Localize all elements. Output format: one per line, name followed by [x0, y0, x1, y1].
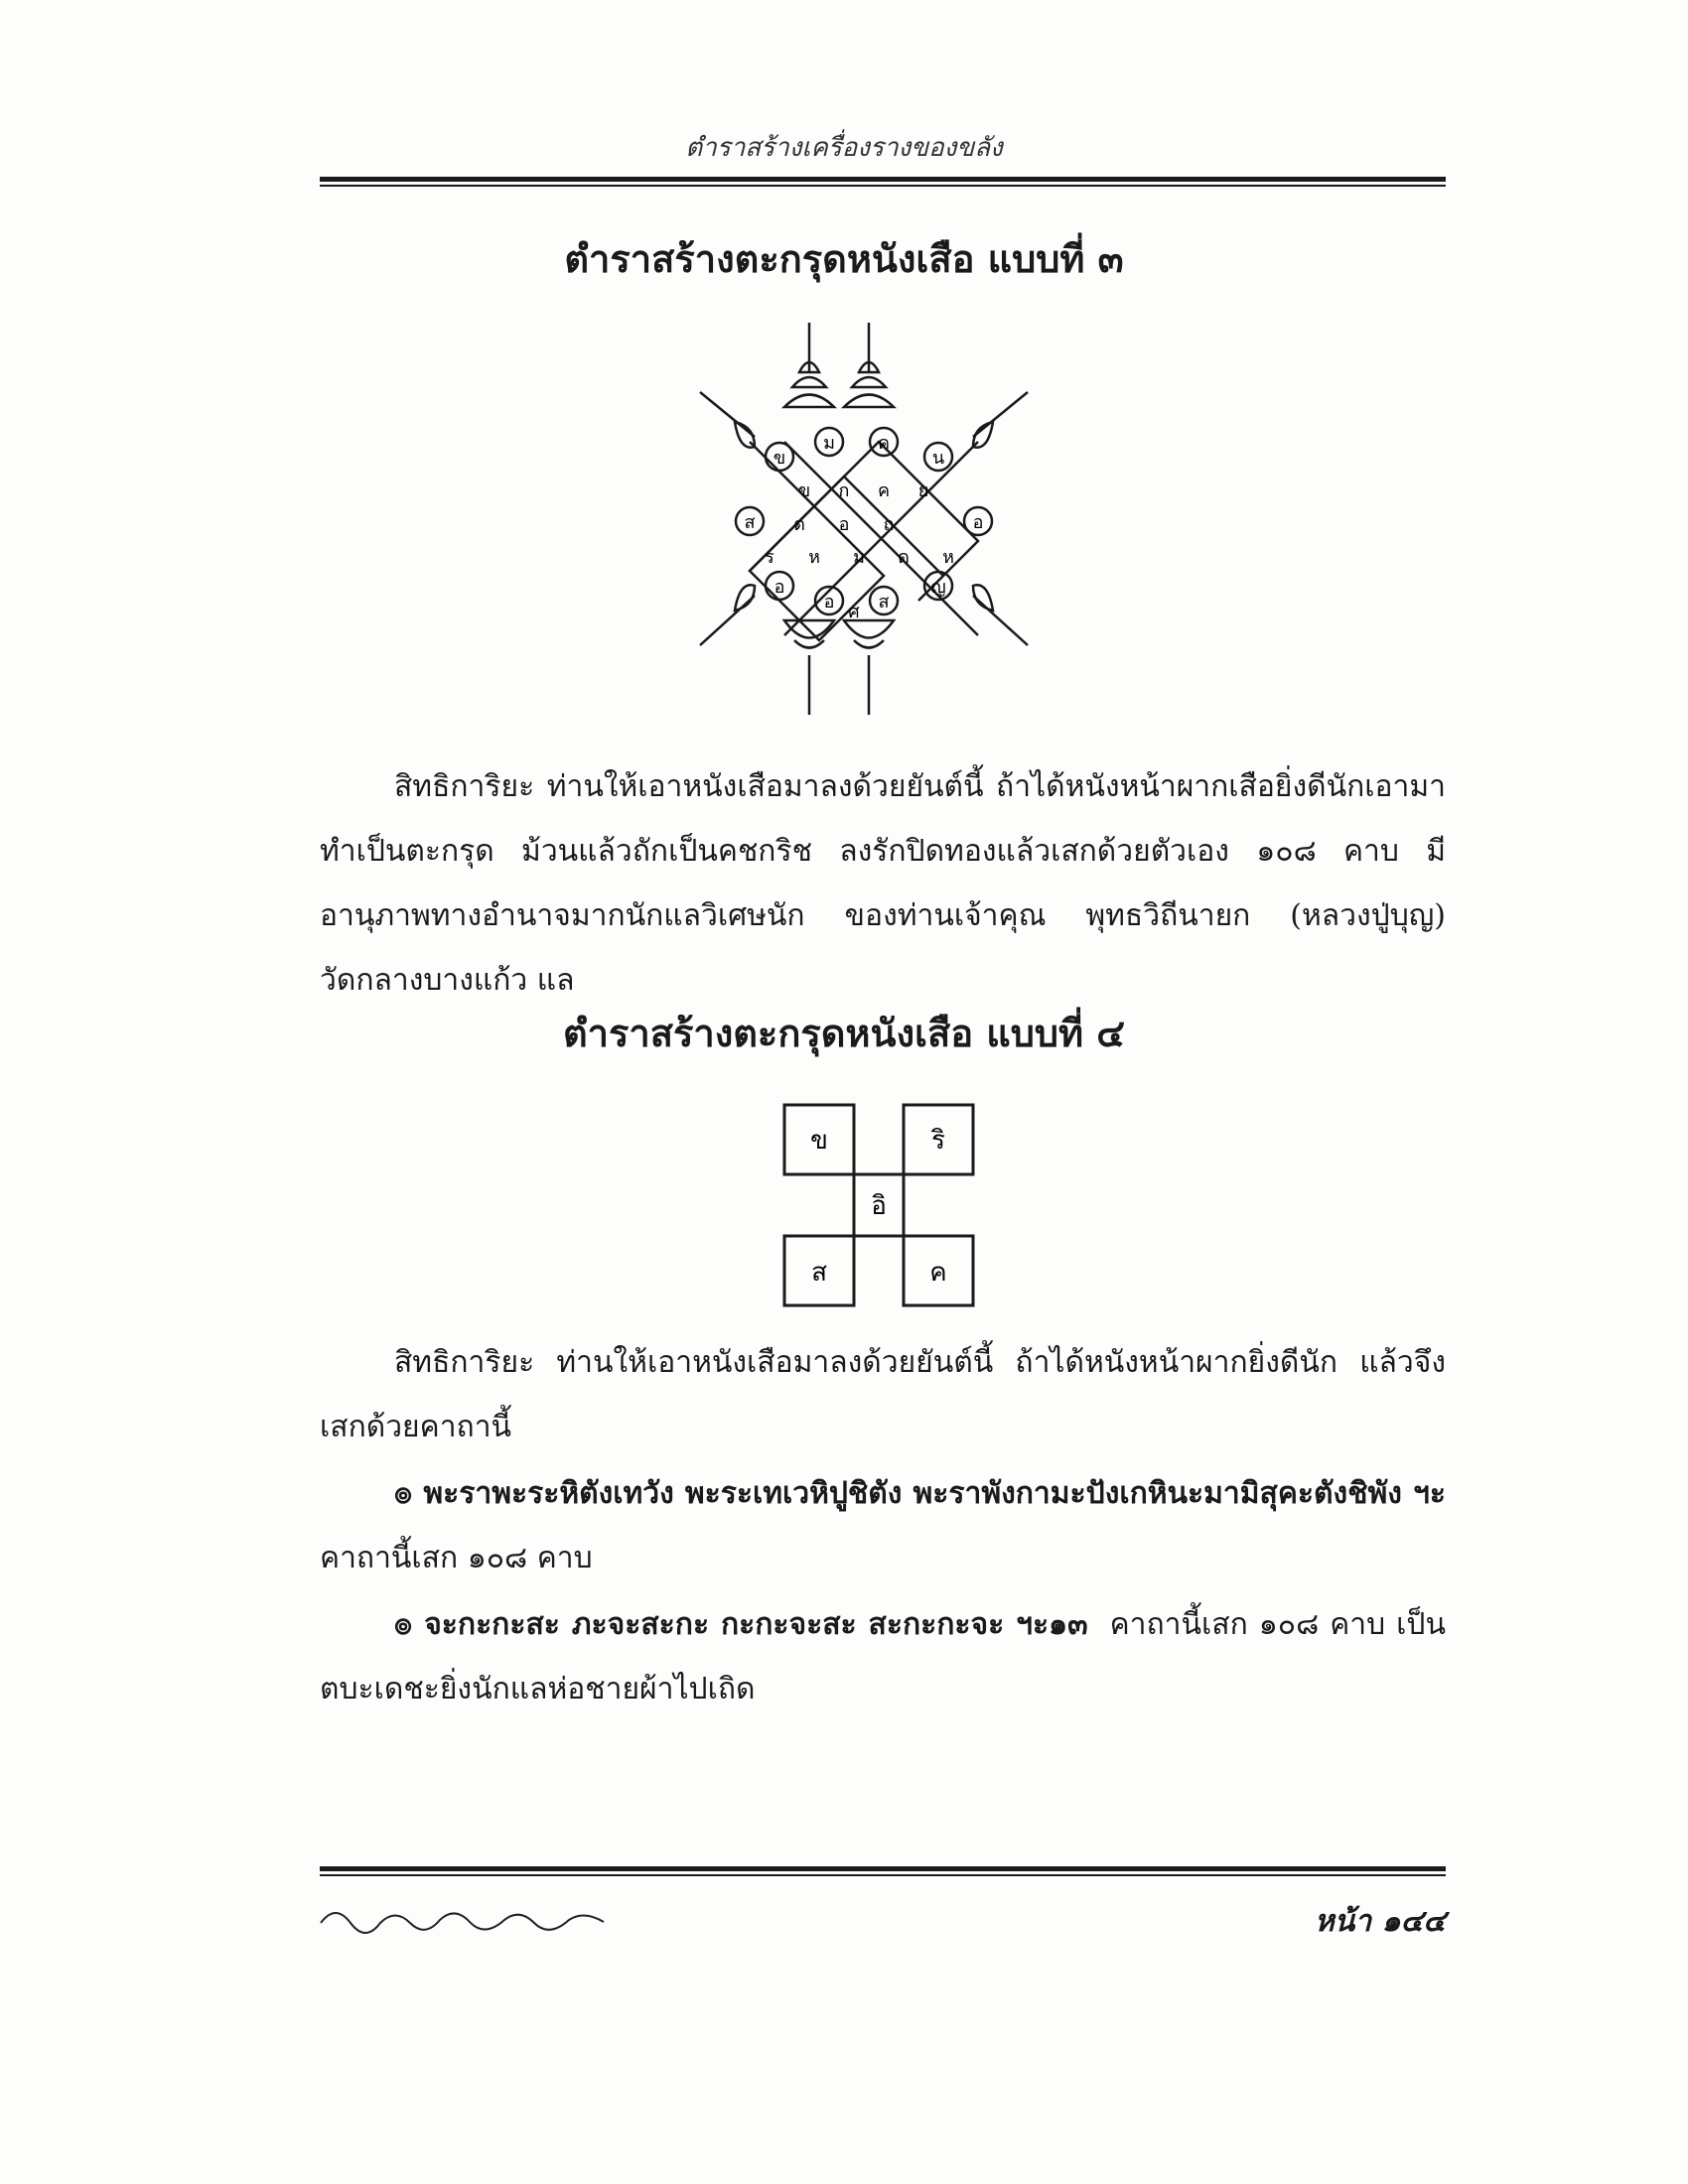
yantra-letter: อ [972, 512, 984, 533]
tiger-yantra-grid-figure [774, 1097, 983, 1315]
yantra-letter: ญ [930, 577, 946, 598]
yantra-letter: ส [744, 512, 756, 533]
yantra-letter: ห [942, 547, 954, 568]
yantra-letter: ร [765, 547, 774, 568]
yantra-letter: ม [853, 547, 865, 568]
yantra-letter: น [931, 448, 945, 469]
yantra-letter: ด [898, 547, 910, 568]
grid-letter-br: ค [929, 1258, 947, 1288]
yantra-letter: ถ [883, 514, 895, 535]
mantra-2 [320, 1592, 1446, 1721]
handwritten-signature [316, 1898, 614, 1938]
mantra-2-text: ๏ จะกะกะสะ ภะจะสะกะ กะกะจะสะ สะกะกะจะ ฯะ๑๓ [394, 1607, 1088, 1642]
mantra-1 [320, 1461, 1446, 1590]
yantra-letter: ส [878, 592, 890, 613]
yantra-letter: ม [823, 433, 835, 454]
yantra-letter: อ [823, 592, 835, 613]
section3-paragraph-text: สิทธิการิยะ ท่านให้เอาหนังเสือมาลงด้วยยันต์นี้ ถ้าได้หนังหน้าผากเสือยิ่งดีนักเอามาทำเป็นตะกรุด ม้วนแล้วถักเป็นคชกริช ลงรักปิดทองแล้วเสกด้วยตัวเอง ๑๐๘ คาบ มีอานุภาพทางอำนาจมากนักแลวิเศษนัก ของท่านเจ้าคุณ พุทธวิถีนายก (หลวงปู่บุญ) วัดกลางบางแก้ว แล [320, 769, 1446, 998]
grid-letter-center: อิ [871, 1191, 887, 1221]
section4-title: ตำราสร้างตะกรุดหนังเสือ แบบที่ ๔ [562, 1011, 1126, 1055]
yantra-letter: อ [838, 514, 850, 535]
page-number: หน้า ๑๔๔ [1314, 1904, 1446, 1939]
footer-rule [320, 1866, 1446, 1876]
grid-letter-tl: ข [810, 1126, 828, 1156]
section4-paragraph [320, 1330, 1446, 1459]
yantra-letter: ข [773, 448, 786, 469]
yantra-letter: ข [797, 480, 811, 501]
running-header: ตำราสร้างเครื่องรางของขลัง [685, 133, 1003, 163]
yantra-letter: ศ [848, 602, 860, 622]
mantra-1-after: คาถานี้เสก ๑๐๘ คาบ [320, 1541, 593, 1575]
grid-letter-tr: ริ [931, 1126, 945, 1156]
yantra-letter: ค [877, 433, 891, 454]
section3-title: ตำราสร้างตะกรุดหนังเสือ แบบที่ ๓ [564, 236, 1124, 281]
mantra-1-text: ๏ พะราพะระหิตังเทวัง พะระเทเวหิปูชิตัง พะราพังกามะปังเกหินะมามิสุคะตังชิพัง ฯะ [394, 1476, 1446, 1511]
section3-paragraph [320, 754, 1446, 1013]
tiger-yantra-star-figure [695, 313, 1033, 730]
header-rule [320, 177, 1446, 187]
yantra-letter: อ [774, 577, 785, 598]
yantra-letter: ต [793, 514, 805, 535]
yantra-letter: ห [808, 547, 820, 568]
yantra-letter: ย [917, 480, 929, 501]
yantra-letter: ค [877, 480, 891, 501]
grid-letter-bl: ส [811, 1258, 827, 1288]
mantra-2-after: คาถานี้เสก ๑๐๘ คาบ เป็นตบะเดชะยิ่งนักแลห่อชายผ้าไปเถิด [320, 1607, 1446, 1706]
section4-paragraph-text: สิทธิการิยะ ท่านให้เอาหนังเสือมาลงด้วยยันต์นี้ ถ้าได้หนังหน้าผากยิ่งดีนัก แล้วจึงเสกด้วยคาถานี้ [320, 1345, 1446, 1444]
yantra-letter: ก [838, 480, 850, 501]
